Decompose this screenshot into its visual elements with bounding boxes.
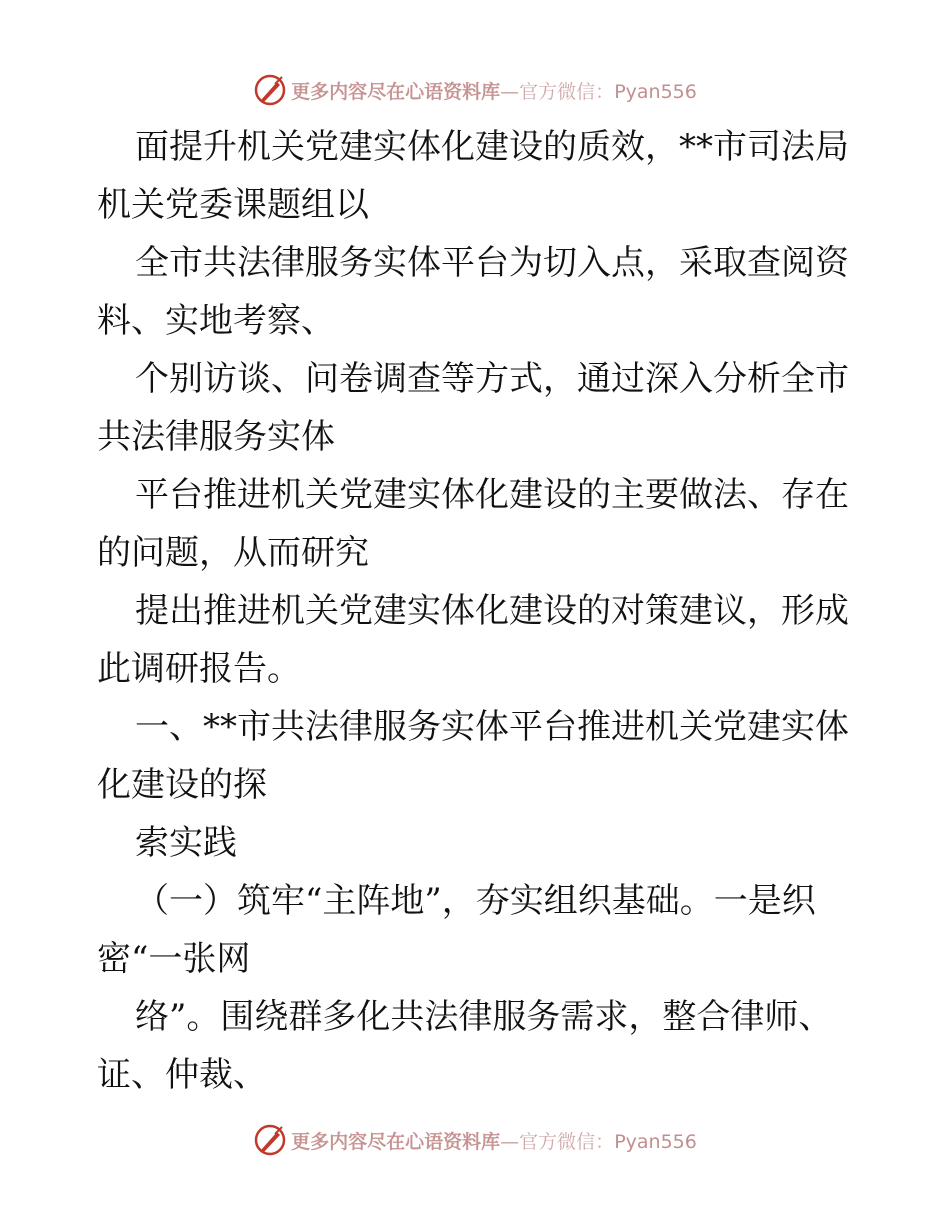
text-line: 料、实地考察、 — [97, 301, 335, 341]
footer-watermark — [0, 1120, 950, 1160]
document-body — [97, 118, 867, 1104]
text-line: 一、**市共法律服务实体平台推进机关党建实体 — [135, 707, 849, 747]
text-line: 证、仲裁、 — [97, 1055, 267, 1095]
watermark-wechat-label: 官方微信： — [519, 80, 615, 103]
watermark-wechat-id: Pyan556 — [614, 1130, 697, 1153]
watermark-separator: — — [500, 1130, 520, 1153]
text-line: 个别访谈、问卷调查等方式，通过深入分析全市 — [135, 359, 849, 399]
text-line: 化建设的探 — [97, 765, 267, 805]
header-watermark — [0, 70, 950, 110]
watermark-site: 更多内容尽在心语资料库 — [291, 1130, 501, 1153]
watermark-site: 更多内容尽在心语资料库 — [291, 80, 501, 103]
text-line: 机关党委课题组以 — [97, 185, 369, 225]
watermark-text — [291, 77, 697, 104]
watermark-text — [291, 1127, 697, 1154]
text-line: 平台推进机关党建实体化建设的主要做法、存在 — [135, 475, 849, 515]
text-line: 络”。围绕群多化共法律服务需求，整合律师、 — [135, 997, 833, 1037]
text-line: 面提升机关党建实体化建设的质效，**市司法局 — [135, 127, 849, 167]
quill-logo-icon — [253, 1123, 287, 1157]
text-line: 索实践 — [135, 823, 237, 863]
watermark-separator: — — [500, 80, 520, 103]
text-line: 的问题，从而研究 — [97, 533, 369, 573]
text-line: 此调研报告。 — [97, 649, 301, 689]
quill-logo-icon — [253, 73, 287, 107]
text-line: 全市共法律服务实体平台为切入点，采取查阅资 — [135, 243, 849, 283]
text-line: （一）筑牢“主阵地”，夯实组织基础。一是织 — [135, 881, 816, 921]
text-line: 共法律服务实体 — [97, 417, 335, 457]
text-line: 提出推进机关党建实体化建设的对策建议，形成 — [135, 591, 849, 631]
watermark-wechat-id: Pyan556 — [614, 80, 697, 103]
watermark-wechat-label: 官方微信： — [519, 1130, 615, 1153]
text-line: 密“一张网 — [97, 939, 251, 979]
